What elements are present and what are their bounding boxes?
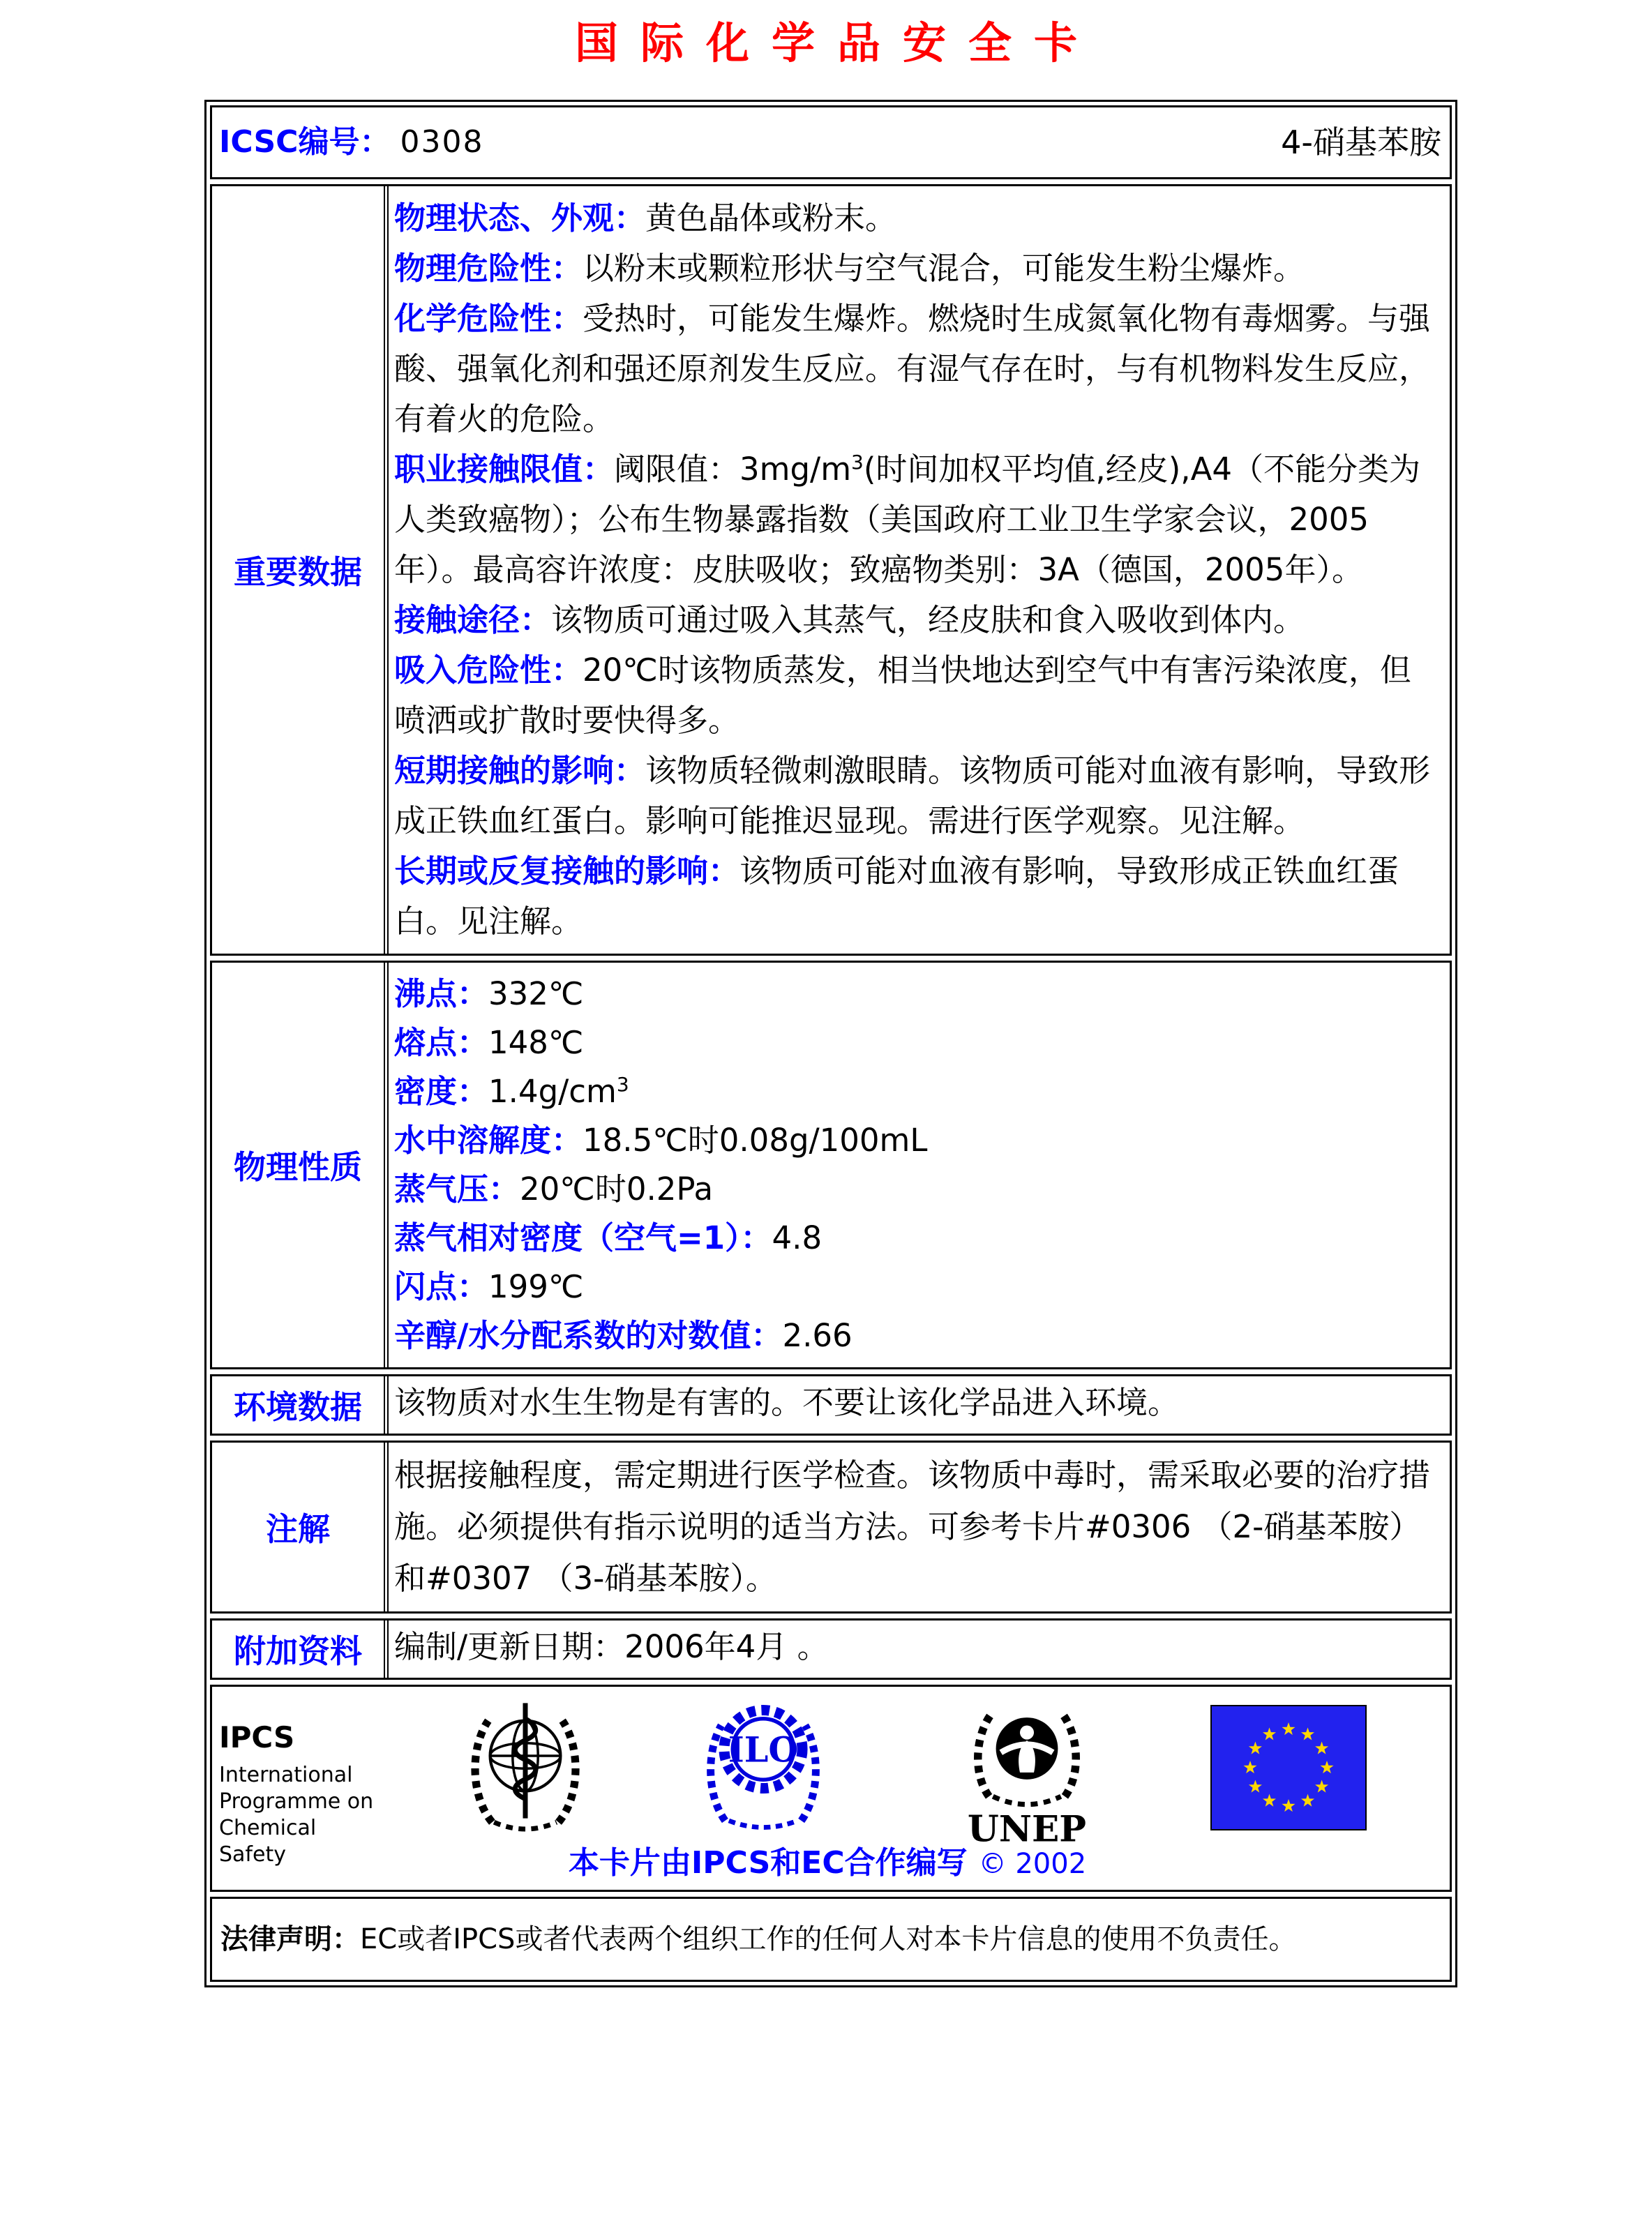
- field-value: (时间加权平均值,经皮),A4（不能分类为人类致癌物）；公布生物暴露指数（美国政府工业卫生学家会议，2005年）。最高容许浓度：皮肤吸收；致癌物类别：3A（德国，2005年）。: [394, 451, 1421, 588]
- attribution-text: 本卡片由IPCS和EC合作编写: [568, 1845, 968, 1881]
- field-label: 蒸气压：: [394, 1171, 520, 1208]
- ipcs-title: IPCS: [219, 1720, 295, 1754]
- field-value: 受热时，可能发生爆炸。燃烧时生成氮氧化物有毒烟雾。与强酸、强氧化剂和强还原剂发生反应。有湿气存在时，与有机物料发生反应，有着火的危险。: [394, 300, 1431, 437]
- field-label: 化学危险性：: [394, 300, 583, 337]
- icsc-number-group: [219, 124, 483, 160]
- field-value: 20℃时0.2Pa: [520, 1171, 714, 1208]
- field-short-term-effects: [394, 746, 1441, 846]
- field-label: 密度：: [394, 1073, 489, 1110]
- eu-flag-icon: [1209, 1705, 1368, 1830]
- ilo-logo-text: ILO: [728, 1729, 799, 1770]
- row-important-data: [210, 184, 1452, 956]
- field-label: 物理危险性：: [394, 250, 583, 287]
- field-label: 长期或反复接触的影响：: [394, 852, 740, 889]
- field-melting-point: [394, 1018, 1441, 1067]
- additional-information-content: [384, 1620, 1450, 1678]
- field-density: [394, 1067, 1441, 1116]
- row-physical-properties: [210, 961, 1452, 1369]
- row-label-additional-information: 附加资料: [234, 1632, 362, 1670]
- unep-logo-icon: [967, 1697, 1087, 1851]
- physical-properties-content: [384, 963, 1450, 1367]
- field-octanol-water-partition: [394, 1311, 1441, 1360]
- row-notes: [210, 1441, 1452, 1614]
- field-label: 短期接触的影响：: [394, 752, 646, 789]
- field-physical-state: [394, 193, 1441, 243]
- superscript: 3: [616, 1073, 629, 1096]
- field-label: 熔点：: [394, 1024, 489, 1061]
- field-vapor-relative-density: [394, 1214, 1441, 1263]
- field-value: 以粉末或颗粒形状与空气混合，可能发生粉尘爆炸。: [583, 250, 1305, 287]
- field-value: 该物质可通过吸入其蒸气，经皮肤和食入吸收到体内。: [551, 601, 1305, 638]
- field-value: 2.66: [782, 1317, 853, 1354]
- field-value: 20℃时该物质蒸发，相当快地达到空气中有害污染浓度，但喷洒或扩散时要快得多。: [394, 652, 1411, 739]
- legal-notice-text: EC或者IPCS或者代表两个组织工作的任何人对本卡片信息的使用不负责任。: [360, 1923, 1297, 1955]
- row-environmental-data: [210, 1374, 1452, 1436]
- field-value: 199℃: [488, 1268, 584, 1305]
- field-label: 物理状态、外观：: [394, 200, 646, 236]
- icsc-number-label: ICSC编号：: [219, 124, 391, 160]
- chemical-name: 4-硝基苯胺: [1281, 123, 1441, 161]
- field-label: 闪点：: [394, 1268, 489, 1305]
- field-occupational-exposure-limits: [394, 444, 1441, 595]
- field-label: 吸入危险性：: [394, 652, 583, 689]
- environmental-data-text: 该物质对水生生物是有害的。不要让该化学品进入环境。: [394, 1384, 1180, 1421]
- ipcs-text-block: [219, 1697, 383, 1868]
- field-value: 148℃: [488, 1024, 584, 1061]
- legal-notice: [220, 1920, 1296, 1959]
- field-value: 4.8: [772, 1219, 823, 1256]
- field-physical-dangers: [394, 243, 1441, 294]
- ilo-logo-icon: [706, 1697, 820, 1830]
- field-value: 该物质可能对血液有影响，导致形成正铁血红蛋白。见注解。: [394, 852, 1399, 940]
- field-value: 332℃: [488, 975, 584, 1012]
- field-value: 黄色晶体或粉末。: [645, 200, 897, 236]
- legal-notice-label: 法律声明：: [220, 1923, 360, 1955]
- row-label-physical-properties: 物理性质: [234, 1148, 362, 1186]
- field-vapor-pressure: [394, 1165, 1441, 1214]
- logo-strip: [219, 1697, 1436, 1868]
- page-title: 国际化学品安全卡: [574, 17, 1099, 68]
- notes-content: [384, 1443, 1450, 1611]
- ipcs-subtitle-line: Chemical Safety: [219, 1816, 317, 1867]
- copyright-text: © 2002: [978, 1848, 1087, 1880]
- row-organizations: [210, 1685, 1452, 1892]
- field-chemical-dangers: [394, 294, 1441, 444]
- row-label-important-data: 重要数据: [234, 553, 362, 591]
- field-value: 18.5℃时0.08g/100mL: [583, 1122, 928, 1159]
- field-water-solubility: [394, 1116, 1441, 1165]
- who-logo-icon: [467, 1697, 584, 1835]
- field-label: 职业接触限值：: [394, 451, 615, 488]
- field-long-term-effects: [394, 846, 1441, 947]
- row-label-notes: 注解: [266, 1510, 330, 1548]
- field-flash-point: [394, 1263, 1441, 1311]
- attribution-caption: [219, 1844, 1436, 1883]
- notes-text: 根据接触程度，需定期进行医学检查。该物质中毒时，需采取必要的治疗措施。必须提供有指示说明的适当方法。可参考卡片#0306 （2-硝基苯胺）和#0307 （3-硝基苯胺）。: [394, 1457, 1431, 1597]
- field-label: 蒸气相对密度（空气=1）：: [394, 1219, 772, 1256]
- row-additional-information: [210, 1618, 1452, 1680]
- field-label: 接触途径：: [394, 601, 552, 638]
- icsc-number-value: 0308: [400, 124, 484, 160]
- unep-logo-text: UNEP: [967, 1808, 1087, 1851]
- row-label-environmental-data: 环境数据: [234, 1388, 362, 1426]
- ipcs-subtitle-line: International: [219, 1763, 353, 1787]
- field-label: 水中溶解度：: [394, 1122, 583, 1159]
- row-legal-notice: [210, 1897, 1452, 1982]
- important-data-content: [384, 186, 1450, 954]
- icsc-card-table: [204, 100, 1457, 1987]
- field-label: 辛醇/水分配系数的对数值：: [394, 1317, 783, 1354]
- field-value: 1.4g/cm: [488, 1073, 617, 1110]
- ipcs-subtitle-line: Programme on: [219, 1789, 374, 1814]
- superscript: 3: [851, 451, 864, 474]
- additional-information-text: 编制/更新日期：2006年4月 。: [394, 1628, 829, 1665]
- field-value: 阈限值：3mg/m: [614, 451, 852, 488]
- field-routes-of-exposure: [394, 595, 1441, 645]
- field-label: 沸点：: [394, 975, 489, 1012]
- environmental-data-content: [384, 1376, 1450, 1434]
- field-boiling-point: [394, 970, 1441, 1018]
- field-value: 该物质轻微刺激眼睛。该物质可能对血液有影响，导致形成正铁血红蛋白。影响可能推迟显现。需进行医学观察。见注解。: [394, 752, 1431, 839]
- header-row: [210, 105, 1452, 179]
- field-inhalation-risk: [394, 645, 1441, 746]
